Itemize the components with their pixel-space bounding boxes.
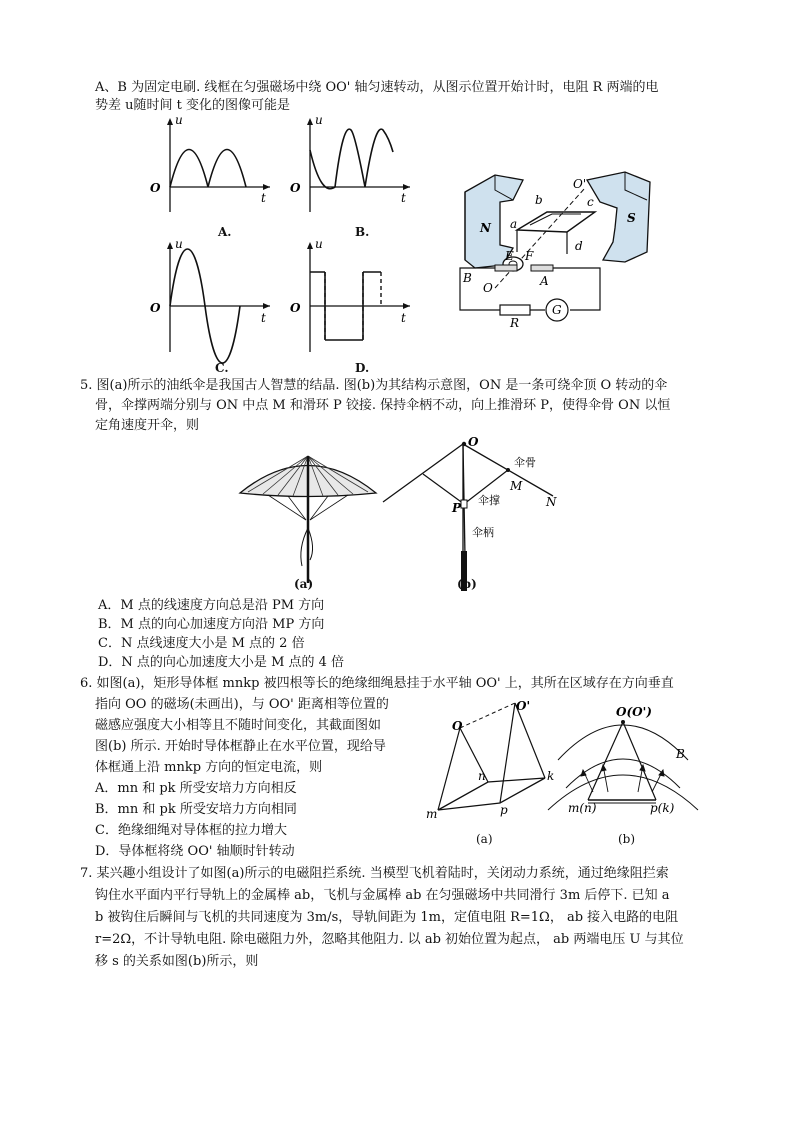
- frame-figure-a: [420, 700, 565, 840]
- graph-b-origin-label: O: [290, 181, 301, 195]
- graph-c: [145, 237, 275, 355]
- magnet-n-label: N: [480, 221, 491, 235]
- frame-a-caption: (a): [476, 832, 493, 846]
- brush-b-label: B: [463, 271, 472, 285]
- axis-o-label: O: [483, 281, 493, 295]
- graph-a: [145, 112, 275, 222]
- frame-b-field-label: B: [676, 747, 685, 761]
- q6-option-d: D．导体框将绕 OO' 轴顺时针转动: [95, 844, 295, 859]
- coil-c-label: c: [587, 195, 594, 209]
- umbrella-p-label: P: [452, 501, 462, 515]
- q7-stem-line3: b 被钩住后瞬间与飞机的共同速度为 3m/s，导轨间距为 1m，定值电阻 R=1Ω， ab 接入电路的电阻: [95, 910, 679, 925]
- q7-stem-line1: 7. 某兴趣小组设计了如图(a)所示的电磁阻拦系统. 当模型飞机着陆时，关闭动力系统，通过绝缘阻拦索: [80, 866, 669, 881]
- q6-option-b: B．mn 和 pk 所受安培力方向相同: [95, 802, 297, 817]
- frame-a-n-label: n: [478, 769, 486, 783]
- q5-stem-line3: 定角速度开伞，则: [95, 418, 200, 433]
- magnet-s-label: S: [627, 211, 636, 225]
- q6-stem-line3: 磁感应强度大小相等且不随时间变化，其截面图如: [95, 718, 382, 733]
- q7-stem-line4: r=2Ω，不计导轨电阻. 除电磁阻力外，忽略其他阻力. 以 ab 初始位置为起点， ab 两端电压 U 与其位: [95, 932, 684, 947]
- coil-a-label: a: [510, 217, 518, 231]
- ring-f-label: F: [525, 249, 534, 263]
- frame-b-axis-label: O(O'): [616, 705, 652, 719]
- umbrella-m-label: M: [510, 479, 523, 493]
- graph-d-caption: D.: [355, 361, 370, 375]
- graph-b-t-label: t: [401, 191, 406, 205]
- q7-stem-line5: 移 s 的关系如图(b)所示，则: [95, 954, 259, 969]
- graph-a-caption: A.: [218, 225, 232, 239]
- frame-a-o-prime-label: O': [516, 699, 531, 713]
- ring-e-label: E: [505, 249, 514, 263]
- q5-stem-line2: 骨，伞撑两端分别与 ON 中点 M 和滑环 P 铰接. 保持伞柄不动，向上推滑环 P，使得伞骨 ON 以恒: [95, 398, 671, 413]
- umbrella-photo-figure: [238, 448, 378, 588]
- umbrella-o-label: O: [468, 435, 479, 449]
- frame-a-k-label: k: [547, 769, 555, 783]
- graph-d: [285, 237, 415, 355]
- graph-b-caption: B.: [355, 225, 370, 239]
- graph-c-origin-label: O: [150, 301, 161, 315]
- graph-c-t-label: t: [261, 311, 266, 325]
- frame-a-o-label: O: [452, 719, 463, 733]
- q6-stem-line4: 图(b) 所示. 开始时导体框静止在水平位置，现给导: [95, 739, 386, 754]
- q6-stem-line5: 体框通上沿 mnkp 方向的恒定电流，则: [95, 760, 323, 775]
- graph-b: [285, 112, 415, 222]
- graph-c-caption: C.: [215, 361, 229, 375]
- umbrella-handle-label: 伞柄: [472, 526, 494, 539]
- frame-a-m-label: m: [426, 807, 438, 821]
- coil-b-label: b: [535, 193, 543, 207]
- axis-o-prime-label: O': [573, 177, 587, 191]
- q4-stem-line1: A、B 为固定电刷. 线框在匀强磁场中绕 OO' 轴匀速转动，从图示位置开始计时，电阻 R 两端的电: [95, 80, 659, 95]
- graph-d-origin-label: O: [290, 301, 301, 315]
- brush-a-label: A: [540, 274, 549, 288]
- q7-stem-line2: 钩住水平面内平行导轨上的金属棒 ab，飞机与金属棒 ab 在匀强磁场中共同滑行 3m 后停下. 已知 a: [95, 888, 670, 903]
- graph-d-u-label: u: [315, 237, 323, 251]
- graph-a-u-label: u: [175, 113, 183, 127]
- galvanometer-g-label: G: [552, 303, 562, 317]
- umbrella-schematic: [378, 436, 578, 591]
- q5-option-b: B．M 点的向心加速度方向沿 MP 方向: [98, 617, 325, 632]
- graph-a-t-label: t: [261, 191, 266, 205]
- q6-option-a: A．mn 和 pk 所受安培力方向相反: [95, 781, 297, 796]
- frame-b-mn-label: m(n): [568, 801, 597, 815]
- umbrella-fig-a-caption: (a): [294, 577, 314, 591]
- frame-figure-b: [548, 700, 698, 840]
- umbrella-n-label: N: [546, 495, 557, 509]
- q5-stem-line1: 5. 图(a)所示的油纸伞是我国古人智慧的结晶. 图(b)为其结构示意图，ON 是一条可绕伞顶 O 转动的伞: [80, 378, 668, 393]
- frame-a-p-label: p: [500, 803, 508, 817]
- graph-c-u-label: u: [175, 237, 183, 251]
- resistor-r-label: R: [510, 316, 520, 330]
- graph-d-t-label: t: [401, 311, 406, 325]
- coil-d-label: d: [575, 239, 583, 253]
- umbrella-stretcher-label: 伞撑: [478, 494, 500, 507]
- q5-option-a: A．M 点的线速度方向总是沿 PM 方向: [98, 598, 325, 613]
- umbrella-fig-b-caption: (b): [457, 577, 477, 591]
- frame-b-caption: (b): [618, 832, 636, 846]
- q6-option-c: C．绝缘细绳对导体框的拉力增大: [95, 823, 287, 838]
- q4-stem-line2: 势差 u随时间 t 变化的图像可能是: [95, 98, 290, 113]
- q5-option-c: C．N 点线速度大小是 M 点的 2 倍: [98, 636, 305, 651]
- generator-diagram: [455, 170, 655, 330]
- umbrella-rib-label: 伞骨: [514, 456, 536, 469]
- frame-b-pk-label: p(k): [650, 801, 675, 815]
- graph-b-u-label: u: [315, 113, 323, 127]
- q5-option-d: D．N 点的向心加速度大小是 M 点的 4 倍: [98, 655, 345, 670]
- q6-stem-line1: 6. 如图(a)，矩形导体框 mnkp 被四根等长的绝缘细绳悬挂于水平轴 OO' 上，其所在区域存在方向垂直: [80, 676, 674, 691]
- graph-a-origin-label: O: [150, 181, 161, 195]
- q6-stem-line2: 指向 OO 的磁场(未画出)，与 OO' 距离相等位置的: [95, 697, 389, 712]
